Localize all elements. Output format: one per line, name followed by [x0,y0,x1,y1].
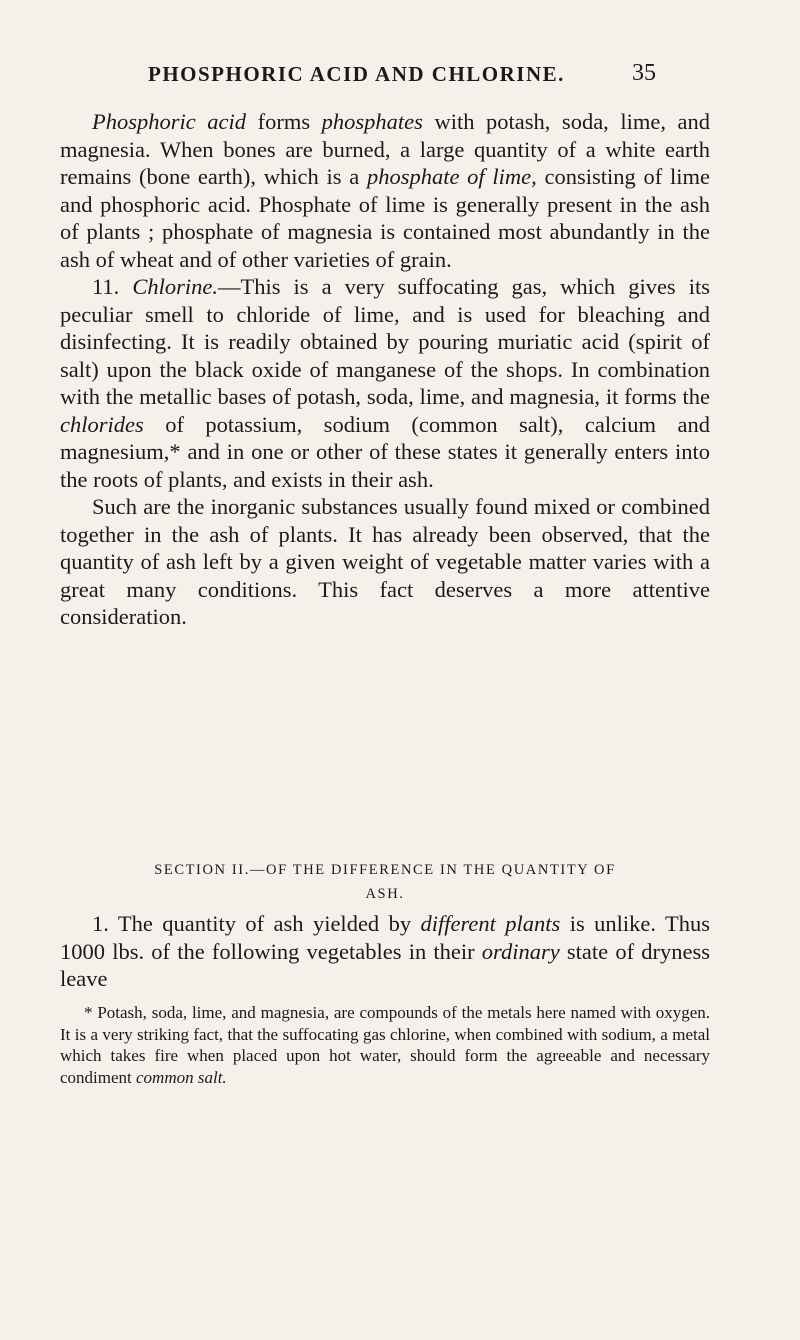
paragraph-number: 1. [92,911,109,936]
paragraph-different-plants: 1. The quantity of ash yielded by different plants is unlike. Thus 1000 lbs. of the following vegetables in their ordinary state of dryness leave [60,911,710,991]
term-common-salt: common salt. [136,1067,227,1087]
term-phosphate-of-lime: phosphate of lime, [366,164,537,189]
section-heading [60,858,710,906]
term-phosphates: phosphates [321,109,423,134]
term-chlorides: chlorides [60,411,144,437]
paragraph-summary: Such are the inorganic substances usually found mixed or combined together in the ash of plants. It has already been observed, that the quantity of ash left by a given weight of vegetable matter varies with a great many conditions. This fact deserves a more attentive consideration. [60,494,710,629]
section-heading-line-2: ASH. [365,886,405,902]
term-chlorine: Chlorine. [132,274,218,299]
paragraph-chlorine: 11. Chlorine.—This is a very suffocating gas, which gives its peculiar smell to chloride of lime, and is used for bleaching and disinfecting. It is readily obtained by pouring muriatic acid (spirit of salt) upon the black oxide of manganese of the shops. In combination with the metallic bases of potash, soda, lime, and magnesia, it forms the chlorides of potassium, sodium (common salt), calcium and magnesium,* and in one or other of these states it generally enters into the roots of plants, and exists in their ash. [60,274,710,492]
term-different-plants: different plants [420,911,561,936]
section-heading-line-1: SECTION II.—OF THE DIFFERENCE IN THE QUANTITY OF [154,862,616,878]
main-text [60,108,710,631]
page-number: 35 [632,60,656,86]
section-text [60,910,710,993]
term-ordinary: ordinary [481,938,560,964]
running-title: PHOSPHORIC ACID AND CHLORINE. [148,62,565,86]
term-phosphoric-acid: Phosphoric acid [92,109,247,134]
paragraph-number: 11. [92,274,120,299]
footnote: * Potash, soda, lime, and magnesia, are compounds of the metals here named with oxygen. It is a very striking fact, that the suffocating gas chlorine, when combined with sodium, a metal which takes fire when placed upon hot water, should form the agreeable and necessary condiment common salt. [60,1003,710,1087]
paragraph-phosphoric-acid: Phosphoric acid forms phosphates with potash, soda, lime, and magnesia. When bones are burned, a large quantity of a white earth remains (bone earth), which is a phosphate of lime, consisting of lime and phosphoric acid. Phosphate of lime is generally present in the ash of plants ; phosphate of magnesia is contained most abundantly in the ash of wheat and of other varieties of grain. [60,109,711,272]
